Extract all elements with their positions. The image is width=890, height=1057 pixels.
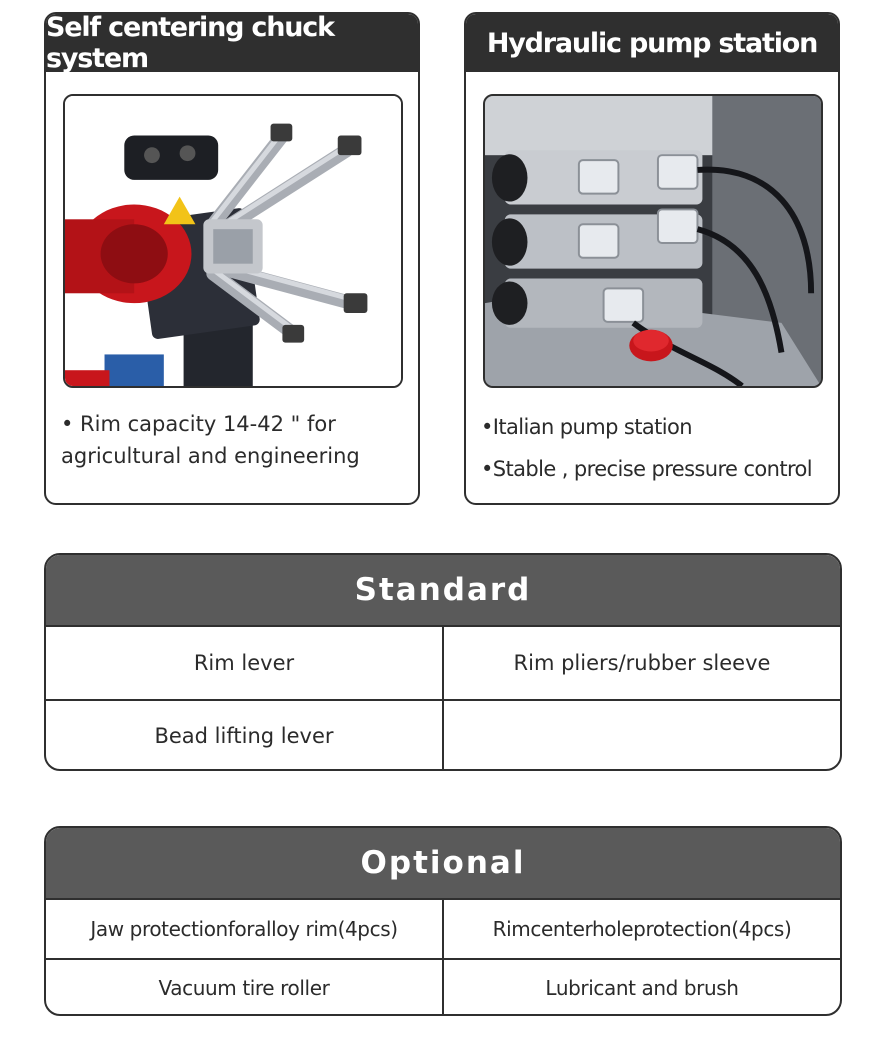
card-title: Self centering chuck system bbox=[46, 14, 418, 72]
table-row bbox=[46, 900, 840, 958]
card-title: Hydraulic pump station bbox=[466, 14, 838, 72]
bullet-item: •Stable , precise pressure control bbox=[481, 457, 813, 481]
table-cell: Rim pliers/rubber sleeve bbox=[442, 627, 840, 699]
feature-card-pump bbox=[464, 12, 840, 505]
table-cell: Vacuum tire roller bbox=[158, 975, 330, 1000]
table-row bbox=[46, 699, 840, 771]
table-row bbox=[46, 627, 840, 699]
table-cell: Lubricant and brush bbox=[442, 960, 840, 1015]
chuck-system-photo bbox=[63, 94, 403, 388]
bullet-item: agricultural and engineering bbox=[61, 444, 360, 468]
table-title: Standard bbox=[46, 555, 840, 627]
table-cell: Bead lifting lever bbox=[154, 724, 334, 748]
table-cell: Rim lever bbox=[193, 651, 295, 675]
table-cell bbox=[442, 701, 840, 771]
optional-table bbox=[44, 826, 842, 1016]
bullet-item: • Rim capacity 14-42 " for bbox=[61, 412, 336, 436]
standard-table bbox=[44, 553, 842, 771]
table-cell: Jaw protectionforalloy rim(4pcs) bbox=[90, 917, 398, 941]
table-row bbox=[46, 958, 840, 1015]
table-cell: Rimcenterholeprotection(4pcs) bbox=[442, 900, 840, 958]
feature-card-chuck bbox=[44, 12, 420, 505]
pump-station-photo bbox=[483, 94, 823, 388]
bullet-item: •Italian pump station bbox=[481, 415, 692, 439]
table-title: Optional bbox=[46, 828, 840, 900]
